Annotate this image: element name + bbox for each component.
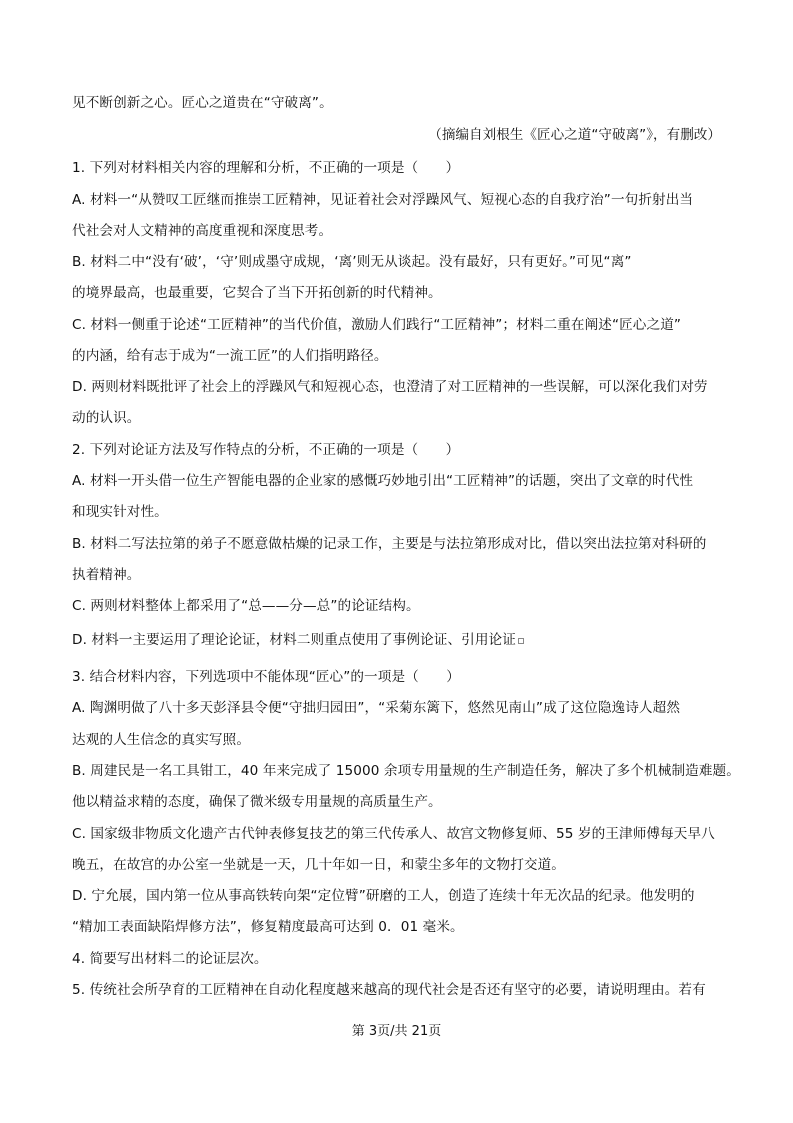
q2-option-b-cont: 执着精神。 — [72, 567, 141, 583]
q2-option-b: B. 材料二写法拉第的弟子不愿意做枯燥的记录工作，主要是与法拉第形成对比，借以突出法拉第对科研的 — [72, 536, 707, 552]
q1-option-a-cont: 代社会对人文精神的高度重视和深度思考。 — [72, 223, 333, 239]
q3-option-d-cont: “精加工表面缺陷焊修方法”，修复精度最高可达到 0．01 毫米。 — [72, 919, 464, 935]
q1-option-d: D. 两则材料既批评了社会上的浮躁风气和短视心态，也澄清了对工匠精神的一些误解，可以深化我们对劳 — [72, 379, 708, 395]
question-1-stem: 1. 下列对材料相关内容的理解和分析，不正确的一项是（ ） — [72, 160, 460, 176]
question-2-stem: 2. 下列对论证方法及写作特点的分析，不正确的一项是（ ） — [72, 442, 460, 458]
q3-option-c: C. 国家级非物质文化遗产古代钟表修复技艺的第三代传承人、故宫文物修复师、55 岁的王津师傅每天早八 — [72, 826, 715, 842]
q1-option-b: B. 材料二中“没有‘破’，‘守’则成墨守成规，‘离’则无从谈起。没有最好，只有更好。”可见“离” — [72, 254, 632, 270]
q1-option-a: A. 材料一“从赞叹工匠继而推崇工匠精神，见证着社会对浮躁风气、短视心态的自我疗治”一句折射出当 — [72, 192, 694, 208]
q3-option-b: B. 周建民是一名工具钳工，40 年来完成了 15000 余项专用量规的生产制造任务，解决了多个机械制造难题。 — [72, 763, 740, 779]
source-citation: （摘编自刘根生《匠心之道“守破离”》，有删改） — [428, 127, 721, 143]
q3-option-a-cont: 达观的人生信念的真实写照。 — [72, 732, 251, 748]
q3-option-d: D. 宁允展，国内第一位从事高铁转向架“定位臂”研磨的工人，创造了连续十年无次品的纪录。他发明的 — [72, 888, 695, 904]
q1-option-b-cont: 的境界最高，也最重要，它契合了当下开拓创新的时代精神。 — [72, 285, 442, 301]
q2-option-a-cont: 和现实针对性。 — [72, 504, 168, 520]
q3-option-c-cont: 晚五，在故宫的办公室一坐就是一天，几十年如一日，和蒙尘多年的文物打交道。 — [72, 857, 565, 873]
question-3-stem: 3. 结合材料内容，下列选项中不能体现“匠心”的一项是（ ） — [72, 669, 460, 685]
q2-option-d: D. 材料一主要运用了理论论证，材料二则重点使用了事例论证、引用论证 — [72, 631, 524, 649]
q1-option-c: C. 材料一侧重于论述“工匠精神”的当代价值，激励人们践行“工匠精神”；材料二重在阐述“匠心之道” — [72, 317, 682, 333]
q3-option-b-cont: 他以精益求精的态度，确保了微米级专用量规的高质量生产。 — [72, 794, 442, 810]
page-number-footer: 第 3页/共 21页 — [351, 1024, 442, 1039]
q1-option-d-cont: 动的认识。 — [72, 410, 141, 426]
q1-option-c-cont: 的内涵，给有志于成为“一流工匠”的人们指明路径。 — [72, 348, 388, 364]
question-5-stem: 5. 传统社会所孕育的工匠精神在自动化程度越来越高的现代社会是否还有坚守的必要，请说明理由。若有 — [72, 982, 706, 998]
q2-option-a: A. 材料一开头借一位生产智能电器的企业家的感慨巧妙地引出“工匠精神”的话题，突出了文章的时代性 — [72, 473, 694, 489]
text-line-1: 见不断创新之心。匠心之道贵在“守破离”。 — [72, 95, 333, 111]
edit-mark-icon — [518, 638, 524, 644]
q2-option-c: C. 两则材料整体上都采用了“总——分—总”的论证结构。 — [72, 598, 420, 614]
question-4-stem: 4. 简要写出材料二的论证层次。 — [72, 951, 268, 967]
q3-option-a: A. 陶渊明做了八十多天彭泽县令便“守拙归园田”，“采菊东篱下，悠然见南山”成了这位隐逸诗人超然 — [72, 700, 681, 716]
